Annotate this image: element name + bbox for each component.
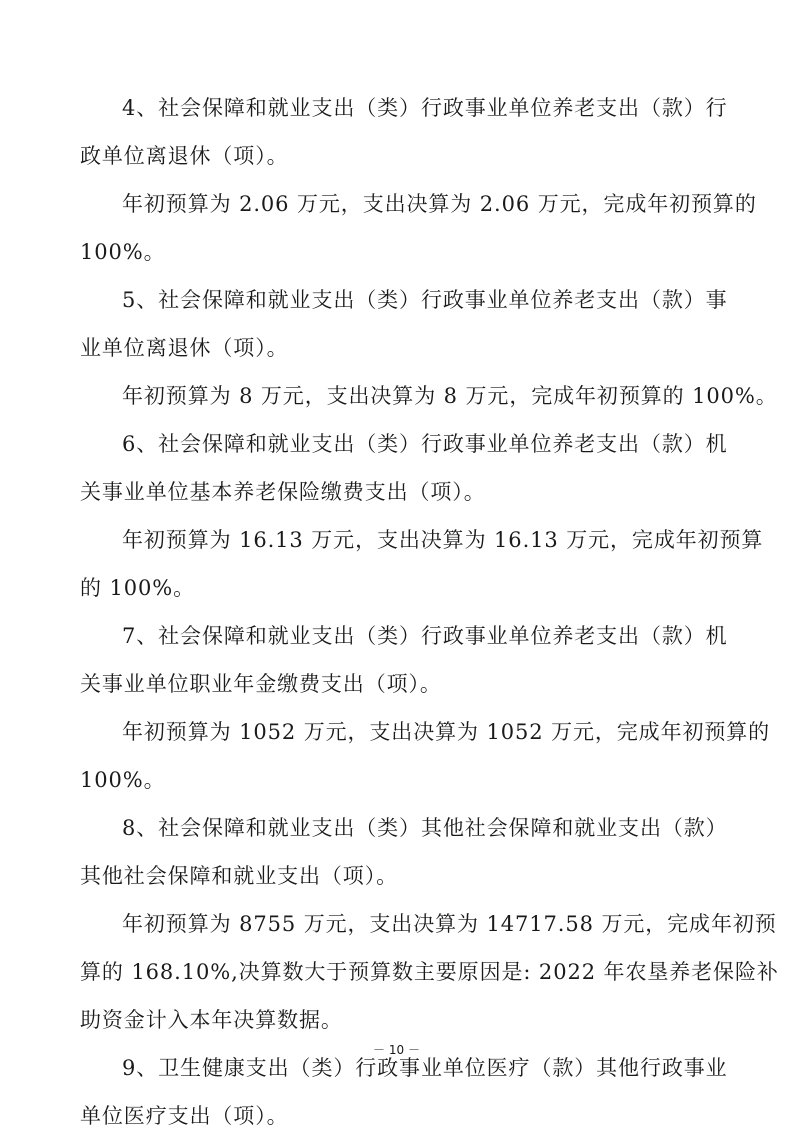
text-line: 助资金计入本年决算数据。 (80, 1008, 343, 1032)
text-line: 年初预算为 8755 万元，支出决算为 14717.58 万元，完成年初预 (122, 912, 777, 936)
paragraph-item-6 (80, 432, 728, 504)
paragraph-item-7 (80, 624, 728, 696)
text-line: 7、社会保障和就业支出（类）行政事业单位养老支出（款）机 (122, 624, 728, 648)
paragraph-budget-4 (80, 192, 757, 264)
paragraph-item-5 (80, 288, 728, 360)
text-line: 年初预算为 16.13 万元，支出决算为 16.13 万元，完成年初预算 (122, 528, 764, 552)
paragraph-budget-6 (80, 528, 764, 600)
paragraph-item-4 (80, 96, 728, 168)
paragraph-item-9 (80, 1056, 728, 1128)
text-line: 其他社会保障和就业支出（项）。 (80, 864, 398, 888)
text-line: 6、社会保障和就业支出（类）行政事业单位养老支出（款）机 (122, 432, 728, 456)
text-line: 9、卫生健康支出（类）行政事业单位医疗（款）其他行政事业 (122, 1056, 728, 1080)
paragraph-item-8 (80, 816, 728, 888)
text-line: 算的 168.10%,决算数大于预算数主要原因是: 2022 年农垦养老保险补 (80, 960, 779, 984)
text-line: 5、社会保障和就业支出（类）行政事业单位养老支出（款）事 (122, 288, 728, 312)
text-line: 政单位离退休（项）。 (80, 144, 289, 168)
text-line: 4、社会保障和就业支出（类）行政事业单位养老支出（款）行 (122, 96, 728, 120)
paragraph-budget-8 (80, 912, 779, 1032)
text-line: 年初预算为 1052 万元，支出决算为 1052 万元，完成年初预算的 (122, 720, 771, 744)
document-body (80, 96, 779, 1128)
page-number: － 10 － (373, 1043, 420, 1057)
text-line: 年初预算为 8 万元，支出决算为 8 万元，完成年初预算的 100%。 (122, 384, 778, 408)
text-line: 关事业单位基本养老保险缴费支出（项）。 (80, 480, 486, 504)
text-line: 100%。 (80, 240, 166, 264)
text-line: 8、社会保障和就业支出（类）其他社会保障和就业支出（款） (122, 816, 728, 840)
text-line: 年初预算为 2.06 万元，支出决算为 2.06 万元，完成年初预算的 (122, 192, 757, 216)
text-line: 业单位离退休（项）。 (80, 336, 289, 360)
paragraph-budget-7 (80, 720, 771, 792)
paragraph-budget-5 (80, 384, 778, 408)
text-line: 单位医疗支出（项）。 (80, 1104, 289, 1128)
text-line: 100%。 (80, 768, 166, 792)
text-line: 的 100%。 (80, 576, 196, 600)
text-line: 关事业单位职业年金缴费支出（项）。 (80, 672, 442, 696)
